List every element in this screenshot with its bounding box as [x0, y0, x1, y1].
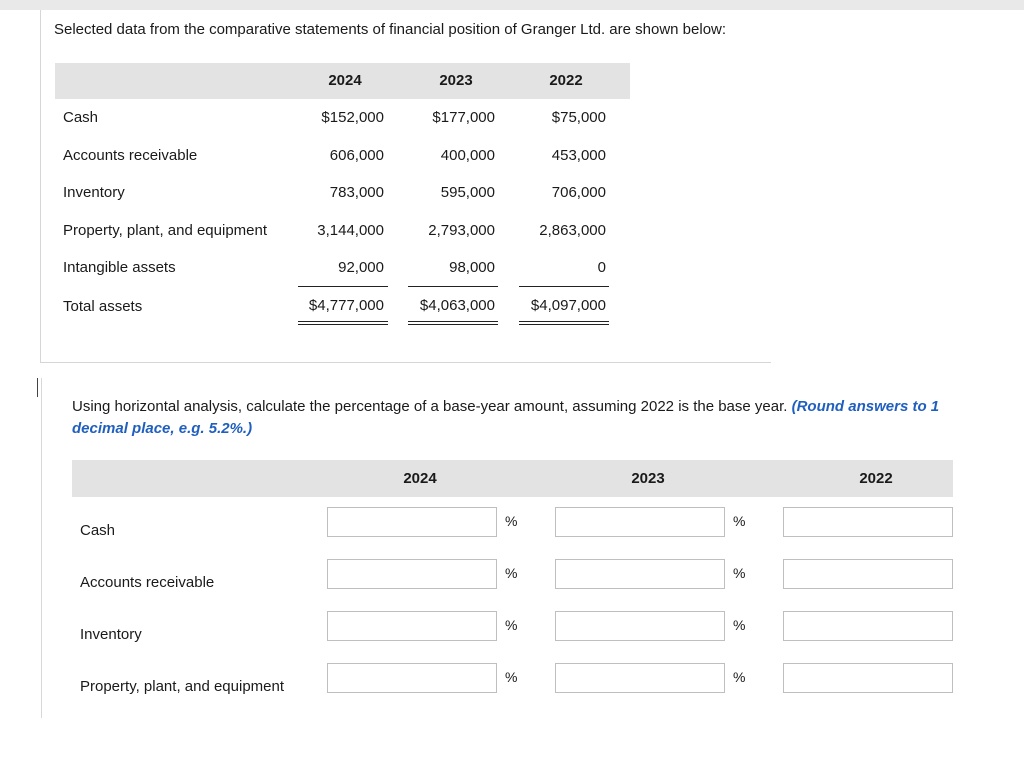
ar-2022-input[interactable] [783, 559, 953, 589]
ar-2023-percent: % [733, 565, 746, 581]
fin-ppe-2023: 2,793,000 [428, 222, 495, 239]
cash-2023-percent: % [733, 513, 746, 529]
inventory-2024-input[interactable] [327, 611, 497, 641]
fin-cash-2023: $177,000 [432, 109, 495, 126]
total-line-2024-a [298, 321, 388, 322]
cash-2024-percent: % [505, 513, 518, 529]
inventory-2024-percent: % [505, 617, 518, 633]
ar-2024-input[interactable] [327, 559, 497, 589]
ans-year-2024: 2024 [403, 470, 437, 487]
ans-row-label-inventory: Inventory [80, 626, 142, 643]
question-body: Using horizontal analysis, calculate the percentage of a base-year amount, assuming 2022 is the base year. [72, 398, 788, 415]
ans-year-2022: 2022 [859, 470, 893, 487]
fin-ar-2022: 453,000 [551, 147, 606, 164]
fin-row-label-total: Total assets [63, 298, 143, 315]
question-left-rule [41, 378, 42, 718]
question-hint: (Round answers to 1 decimal place, e.g. 5.2%.) [72, 398, 940, 437]
fin-year-2023: 2023 [439, 72, 473, 89]
text-cursor [37, 378, 38, 397]
fin-intangibles-2022: 0 [597, 259, 606, 276]
fin-year-2024: 2024 [328, 72, 362, 89]
ar-2024-percent: % [505, 565, 518, 581]
inventory-2023-percent: % [733, 617, 746, 633]
fin-row-label-ppe: Property, plant, and equipment [63, 222, 268, 239]
fin-inventory-2022: 706,000 [551, 184, 606, 201]
fin-ar-2023: 400,000 [440, 147, 495, 164]
fin-total-2023: $4,063,000 [419, 297, 495, 314]
subtotal-line-2022 [519, 286, 609, 287]
subtotal-line-2024 [298, 286, 388, 287]
fin-intangibles-2024: 92,000 [338, 259, 384, 276]
fin-year-2022: 2022 [549, 72, 583, 89]
ar-2023-input[interactable] [555, 559, 725, 589]
ppe-2022-input[interactable] [783, 663, 953, 693]
ppe-2024-input[interactable] [327, 663, 497, 693]
inventory-2022-input[interactable] [783, 611, 953, 641]
fin-inventory-2024: 783,000 [329, 184, 384, 201]
fin-total-2022: $4,097,000 [530, 297, 606, 314]
total-line-2023-a [408, 321, 498, 322]
fin-inventory-2023: 595,000 [440, 184, 495, 201]
fin-cash-2024: $152,000 [321, 109, 384, 126]
ans-row-label-ppe: Property, plant, and equipment [80, 678, 285, 695]
fin-total-2024: $4,777,000 [308, 297, 384, 314]
ans-row-label-cash: Cash [80, 522, 116, 539]
cash-2023-input[interactable] [555, 507, 725, 537]
ppe-2023-input[interactable] [555, 663, 725, 693]
question-text [72, 396, 952, 440]
total-line-2024-b [298, 324, 388, 325]
ans-year-2023: 2023 [631, 470, 665, 487]
fin-intangibles-2023: 98,000 [449, 259, 495, 276]
fin-cash-2022: $75,000 [551, 109, 606, 126]
ans-row-label-ar: Accounts receivable [80, 574, 215, 591]
total-line-2022-a [519, 321, 609, 322]
total-line-2022-b [519, 324, 609, 325]
fin-ppe-2024: 3,144,000 [317, 222, 384, 239]
fin-row-label-inventory: Inventory [63, 184, 125, 201]
ppe-2024-percent: % [505, 669, 518, 685]
answer-table-header [72, 460, 953, 497]
inventory-2023-input[interactable] [555, 611, 725, 641]
fin-row-label-ar: Accounts receivable [63, 147, 198, 164]
total-line-2023-b [408, 324, 498, 325]
fin-row-label-cash: Cash [63, 109, 99, 126]
top-bar [0, 0, 1024, 10]
intro-text: Selected data from the comparative statements of financial position of Granger Ltd. are shown below: [54, 21, 727, 38]
fin-ppe-2022: 2,863,000 [539, 222, 606, 239]
cash-2024-input[interactable] [327, 507, 497, 537]
fin-row-label-intangibles: Intangible assets [63, 259, 176, 276]
fin-ar-2024: 606,000 [329, 147, 384, 164]
ppe-2023-percent: % [733, 669, 746, 685]
subtotal-line-2023 [408, 286, 498, 287]
cash-2022-input[interactable] [783, 507, 953, 537]
